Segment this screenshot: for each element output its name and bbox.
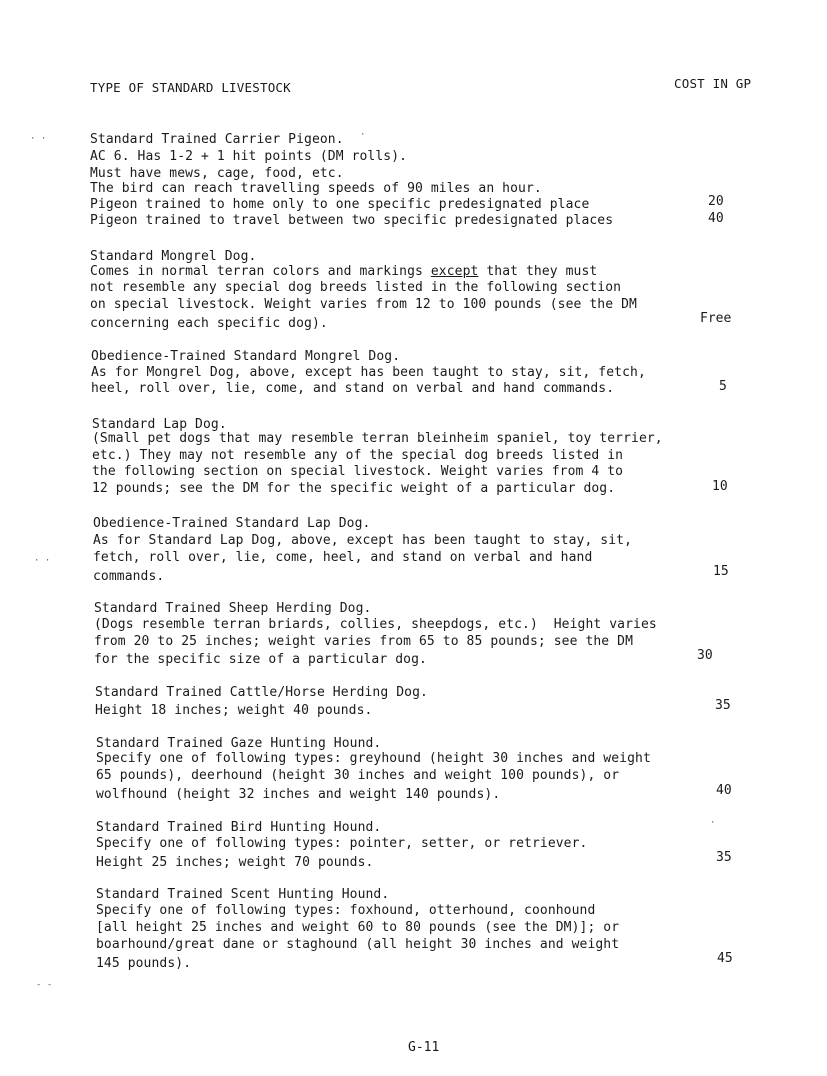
entry-line: 145 pounds). xyxy=(96,956,192,971)
entry-line: [all height 25 inches and weight 60 to 80 pounds (see the DM)]; or xyxy=(96,920,620,935)
entry-title: Standard Trained Sheep Herding Dog. xyxy=(94,601,372,616)
entry-price: 30 xyxy=(697,648,713,663)
entry-title: Standard Trained Scent Hunting Hound. xyxy=(96,887,390,902)
entry-line: from 20 to 25 inches; weight varies from 65 to 85 pounds; see the DM xyxy=(94,634,634,649)
entry-line: 12 pounds; see the DM for the specific weight of a particular dog. xyxy=(92,481,616,496)
entry-line: As for Mongrel Dog, above, except has been taught to stay, sit, fetch, xyxy=(91,365,646,380)
entry-line: the following section on special livestock. Weight varies from 4 to xyxy=(92,464,624,479)
entry-line: As for Standard Lap Dog, above, except has been taught to stay, sit, xyxy=(93,533,633,548)
entry-line: Specify one of following types: pointer, setter, or retriever. xyxy=(96,836,588,851)
entry-line: Specify one of following types: greyhound (height 30 inches and weight xyxy=(96,751,651,766)
entry-price: 15 xyxy=(713,564,729,579)
entry-price: 35 xyxy=(716,850,732,865)
entry-line-start: Comes in normal terran colors and markings xyxy=(90,264,431,279)
entry-line: on special livestock. Weight varies from 12 to 100 pounds (see the DM xyxy=(90,297,637,312)
entry-line: AC 6. Has 1-2 + 1 hit points (DM rolls). xyxy=(90,149,408,164)
entry-price: 5 xyxy=(719,379,727,394)
entry-line: heel, roll over, lie, come, and stand on verbal and hand commands. xyxy=(91,381,615,396)
entry-price: Free xyxy=(700,311,732,326)
column-header-cost: COST IN GP xyxy=(674,76,752,91)
entry-line: Height 18 inches; weight 40 pounds. xyxy=(95,703,373,718)
entry-line: Pigeon trained to travel between two specific predesignated places xyxy=(90,213,614,228)
entry-line: Specify one of following types: foxhound, otterhound, coonhound xyxy=(96,903,596,918)
entry-line: wolfhound (height 32 inches and weight 140 pounds). xyxy=(96,787,501,802)
entry-price: 10 xyxy=(712,479,728,494)
entry-line: Height 25 inches; weight 70 pounds. xyxy=(96,855,374,870)
page-number: G-11 xyxy=(408,1040,440,1055)
entry-title: Standard Lap Dog. xyxy=(92,417,227,432)
entry-line: commands. xyxy=(93,569,165,584)
entry-price: 20 xyxy=(708,194,724,209)
underlined-word: except xyxy=(430,264,479,279)
scan-speck: · · xyxy=(34,556,51,566)
entry-title: Standard Trained Bird Hunting Hound. xyxy=(96,820,382,835)
scan-speck: · xyxy=(710,818,716,828)
entry-line-end: that they must xyxy=(478,264,598,279)
entry-line: etc.) They may not resemble any of the special dog breeds listed in xyxy=(92,448,624,463)
entry-line xyxy=(90,264,597,280)
entry-title: Obedience-Trained Standard Mongrel Dog. xyxy=(91,349,401,364)
entry-line: boarhound/great dane or staghound (all height 30 inches and weight xyxy=(96,937,620,952)
entry-price: 40 xyxy=(716,783,732,798)
entry-title: Standard Trained Gaze Hunting Hound. xyxy=(96,736,382,751)
entry-line: fetch, roll over, lie, come, heel, and stand on verbal and hand xyxy=(93,550,593,565)
entry-title: Obedience-Trained Standard Lap Dog. xyxy=(93,516,371,531)
entry-line: not resemble any special dog breeds listed in the following section xyxy=(90,280,622,295)
entry-price: 40 xyxy=(708,211,724,226)
entry-price: 45 xyxy=(717,951,733,966)
entry-line: concerning each specific dog). xyxy=(90,316,328,331)
scan-speck: · · xyxy=(30,134,47,144)
entry-title: Standard Trained Cattle/Horse Herding Dog. xyxy=(95,685,428,700)
column-header-type: TYPE OF STANDARD LIVESTOCK xyxy=(90,80,291,95)
scan-speck: · xyxy=(360,130,366,140)
entry-line: (Small pet dogs that may resemble terran bleinheim spaniel, toy terrier, xyxy=(92,431,663,446)
entry-line: 65 pounds), deerhound (height 30 inches and weight 100 pounds), or xyxy=(96,768,620,783)
entry-line: for the specific size of a particular dog. xyxy=(94,652,427,667)
scan-speck: - - xyxy=(36,980,53,990)
entry-title: Standard Trained Carrier Pigeon. xyxy=(90,132,344,147)
entry-line: Must have mews, cage, food, etc. xyxy=(90,166,344,181)
entry-line: (Dogs resemble terran briards, collies, sheepdogs, etc.) Height varies xyxy=(94,617,657,632)
entry-title: Standard Mongrel Dog. xyxy=(90,249,257,264)
entry-line: Pigeon trained to home only to one specific predesignated place xyxy=(90,197,590,212)
entry-line: The bird can reach travelling speeds of 90 miles an hour. xyxy=(90,181,542,196)
entry-price: 35 xyxy=(715,698,731,713)
